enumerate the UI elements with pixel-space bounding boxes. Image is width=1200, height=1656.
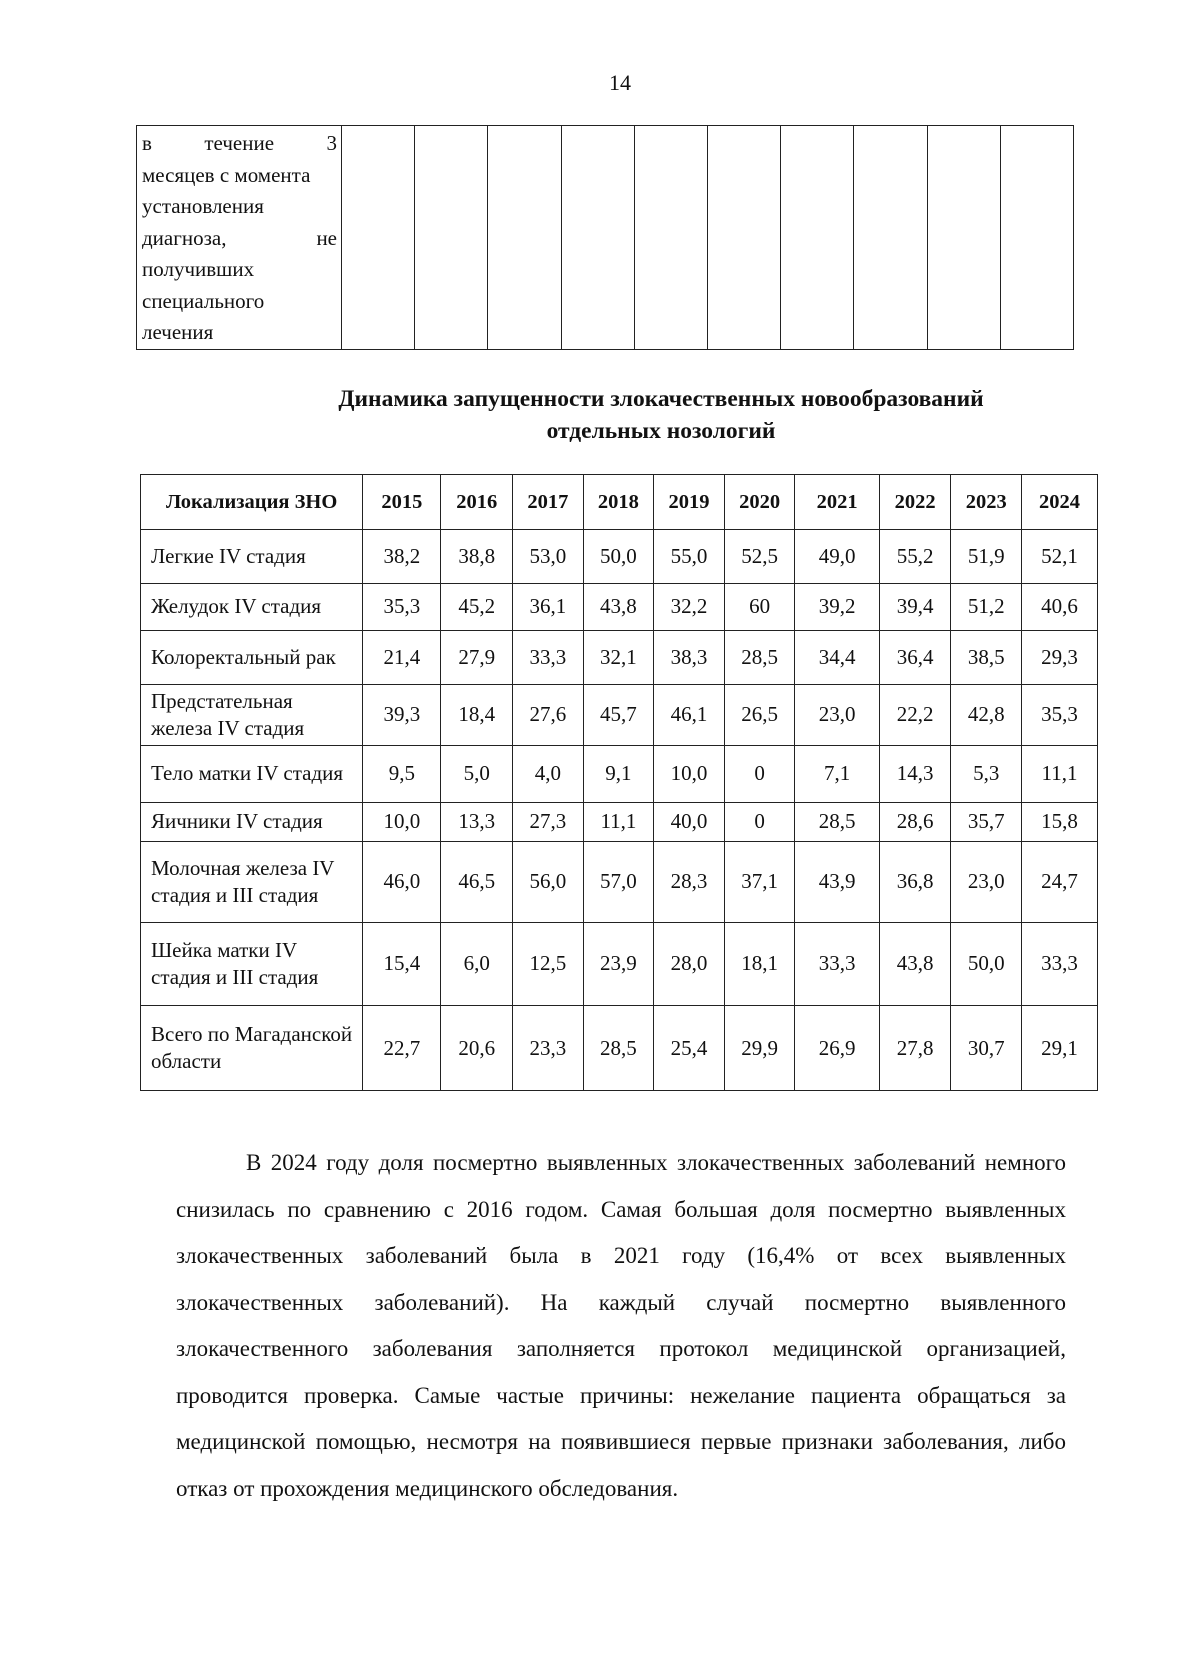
- value-cell: 42,8: [951, 684, 1022, 745]
- table-row: [141, 530, 1098, 584]
- row-localization: Легкие IV стадия: [141, 530, 363, 584]
- value-cell: 51,2: [951, 583, 1022, 631]
- empty-cell: [488, 126, 561, 350]
- value-cell: 18,1: [724, 922, 795, 1006]
- continuation-label-cell: [137, 126, 342, 350]
- value-cell: 38,3: [654, 631, 725, 685]
- header-year: 2015: [363, 475, 441, 530]
- value-cell: 51,9: [951, 530, 1022, 584]
- header-year: 2016: [441, 475, 513, 530]
- value-cell: 39,4: [879, 583, 951, 631]
- row-localization: Яичники IV стадия: [141, 802, 363, 841]
- continuation-line: месяцев с момента: [142, 162, 311, 187]
- value-cell: 9,1: [583, 745, 654, 802]
- value-cell: 36,4: [879, 631, 951, 685]
- continuation-line: получивших: [142, 257, 255, 281]
- empty-cell: [781, 126, 854, 350]
- value-cell: 25,4: [654, 1006, 725, 1091]
- value-cell: 10,0: [363, 802, 441, 841]
- value-cell: 40,6: [1022, 583, 1098, 631]
- value-cell: 30,7: [951, 1006, 1022, 1091]
- table-title-line: отдельных нозологий: [546, 418, 776, 444]
- value-cell: 52,5: [724, 530, 795, 584]
- value-cell: 23,0: [951, 841, 1022, 922]
- value-cell: 11,1: [583, 802, 654, 841]
- value-cell: 56,0: [513, 841, 584, 922]
- value-cell: 34,4: [795, 631, 879, 685]
- value-cell: 36,1: [513, 583, 584, 631]
- value-cell: 27,6: [513, 684, 584, 745]
- value-cell: 43,8: [583, 583, 654, 631]
- value-cell: 55,0: [654, 530, 725, 584]
- value-cell: 46,0: [363, 841, 441, 922]
- value-cell: 52,1: [1022, 530, 1098, 584]
- continuation-label: [137, 126, 341, 349]
- table-title: [136, 383, 1186, 447]
- value-cell: 26,9: [795, 1006, 879, 1091]
- value-cell: 5,3: [951, 745, 1022, 802]
- continuation-table: [136, 125, 1074, 350]
- row-localization: Шейка матки IV стадия и III стадия: [141, 922, 363, 1006]
- header-year: 2017: [513, 475, 584, 530]
- value-cell: 29,1: [1022, 1006, 1098, 1091]
- table-row: [141, 745, 1098, 802]
- row-localization: Колоректальный рак: [141, 631, 363, 685]
- value-cell: 50,0: [583, 530, 654, 584]
- table-row: [141, 684, 1098, 745]
- value-cell: 37,1: [724, 841, 795, 922]
- header-year: 2022: [879, 475, 951, 530]
- value-cell: 38,5: [951, 631, 1022, 685]
- value-cell: 45,2: [441, 583, 513, 631]
- continuation-line-justified: [142, 128, 337, 160]
- value-cell: 57,0: [583, 841, 654, 922]
- value-cell: 11,1: [1022, 745, 1098, 802]
- value-cell: 7,1: [795, 745, 879, 802]
- empty-cell: [415, 126, 488, 350]
- value-cell: 23,3: [513, 1006, 584, 1091]
- value-cell: 35,3: [1022, 684, 1098, 745]
- empty-cell: [634, 126, 707, 350]
- value-cell: 33,3: [795, 922, 879, 1006]
- continuation-word: диагноза,: [142, 225, 227, 250]
- body-paragraph-block: [176, 1140, 1066, 1512]
- header-year: 2024: [1022, 475, 1098, 530]
- value-cell: 27,3: [513, 802, 584, 841]
- value-cell: 24,7: [1022, 841, 1098, 922]
- continuation-word: течение: [204, 131, 275, 155]
- value-cell: 27,9: [441, 631, 513, 685]
- value-cell: 28,5: [583, 1006, 654, 1091]
- value-cell: 22,2: [879, 684, 951, 745]
- body-paragraph: В 2024 году доля посмертно выявленных злокачественных заболеваний немного снизилась по сравнению с 2016 годом. Самая большая доля посмертно выявленных злокачественных заболеваний была в 2021 году (16,4% от всех выявленных злокачественных заболеваний). На каждый случай посмертно выявленного злокачественного заболевания заполняется протокол медицинской организацией, проводится проверка. Самые частые причины: нежелание пациента обращаться за медицинской помощью, несмотря на появившиеся первые признаки заболевания, либо отказ от прохождения медицинского обследования.: [176, 1150, 1066, 1501]
- continuation-word: 3: [326, 131, 337, 155]
- value-cell: 32,2: [654, 583, 725, 631]
- value-cell: 22,7: [363, 1006, 441, 1091]
- value-cell: 60: [724, 583, 795, 631]
- value-cell: 28,3: [654, 841, 725, 922]
- continuation-line-justified: [142, 223, 337, 255]
- value-cell: 33,3: [513, 631, 584, 685]
- value-cell: 49,0: [795, 530, 879, 584]
- value-cell: 15,4: [363, 922, 441, 1006]
- header-year: 2018: [583, 475, 654, 530]
- empty-cell: [561, 126, 634, 350]
- value-cell: 28,5: [724, 631, 795, 685]
- value-cell: 50,0: [951, 922, 1022, 1006]
- value-cell: 10,0: [654, 745, 725, 802]
- value-cell: 38,2: [363, 530, 441, 584]
- value-cell: 38,8: [441, 530, 513, 584]
- value-cell: 36,8: [879, 841, 951, 922]
- continuation-line: установления: [142, 194, 264, 218]
- value-cell: 39,3: [363, 684, 441, 745]
- value-cell: 23,0: [795, 684, 879, 745]
- value-cell: 18,4: [441, 684, 513, 745]
- value-cell: 33,3: [1022, 922, 1098, 1006]
- value-cell: 45,7: [583, 684, 654, 745]
- value-cell: 20,6: [441, 1006, 513, 1091]
- page-number: 14: [609, 70, 631, 95]
- value-cell: 46,1: [654, 684, 725, 745]
- empty-cell: [342, 126, 415, 350]
- value-cell: 9,5: [363, 745, 441, 802]
- value-cell: 28,5: [795, 802, 879, 841]
- header-localization: Локализация ЗНО: [141, 475, 363, 530]
- value-cell: 0: [724, 745, 795, 802]
- value-cell: 29,3: [1022, 631, 1098, 685]
- continuation-line: специального: [142, 288, 265, 313]
- value-cell: 55,2: [879, 530, 951, 584]
- table-row: [141, 922, 1098, 1006]
- row-localization: Молочная железа IV стадия и III стадия: [141, 841, 363, 922]
- table-row: [141, 802, 1098, 841]
- row-localization: Предстательная железа IV стадия: [141, 684, 363, 745]
- value-cell: 0: [724, 802, 795, 841]
- value-cell: 13,3: [441, 802, 513, 841]
- value-cell: 27,8: [879, 1006, 951, 1091]
- value-cell: 5,0: [441, 745, 513, 802]
- continuation-line: лечения: [142, 320, 214, 344]
- row-localization: Желудок IV стадия: [141, 583, 363, 631]
- value-cell: 23,9: [583, 922, 654, 1006]
- value-cell: 39,2: [795, 583, 879, 631]
- neglect-dynamics-table: [140, 474, 1098, 1091]
- table-row: [141, 1006, 1098, 1091]
- header-year: 2020: [724, 475, 795, 530]
- table-title-line: Динамика запущенности злокачественных новообразований: [338, 386, 984, 412]
- row-localization: Тело матки IV стадия: [141, 745, 363, 802]
- value-cell: 21,4: [363, 631, 441, 685]
- value-cell: 40,0: [654, 802, 725, 841]
- value-cell: 28,6: [879, 802, 951, 841]
- value-cell: 35,3: [363, 583, 441, 631]
- value-cell: 35,7: [951, 802, 1022, 841]
- continuation-word: не: [316, 225, 337, 250]
- header-year: 2023: [951, 475, 1022, 530]
- value-cell: 28,0: [654, 922, 725, 1006]
- empty-cell: [854, 126, 927, 350]
- empty-cell: [707, 126, 780, 350]
- value-cell: 32,1: [583, 631, 654, 685]
- empty-cell: [927, 126, 1000, 350]
- value-cell: 4,0: [513, 745, 584, 802]
- value-cell: 12,5: [513, 922, 584, 1006]
- header-year: 2021: [795, 475, 879, 530]
- value-cell: 29,9: [724, 1006, 795, 1091]
- table-header-row: [141, 475, 1098, 530]
- value-cell: 26,5: [724, 684, 795, 745]
- table-row: [141, 583, 1098, 631]
- value-cell: 43,9: [795, 841, 879, 922]
- row-localization: Всего по Магаданской области: [141, 1006, 363, 1091]
- value-cell: 15,8: [1022, 802, 1098, 841]
- empty-cell: [1000, 126, 1073, 350]
- value-cell: 46,5: [441, 841, 513, 922]
- value-cell: 6,0: [441, 922, 513, 1006]
- header-year: 2019: [654, 475, 725, 530]
- continuation-row: [137, 126, 1074, 350]
- continuation-word: в: [142, 131, 152, 155]
- value-cell: 43,8: [879, 922, 951, 1006]
- table-row: [141, 631, 1098, 685]
- value-cell: 53,0: [513, 530, 584, 584]
- table-row: [141, 841, 1098, 922]
- value-cell: 14,3: [879, 745, 951, 802]
